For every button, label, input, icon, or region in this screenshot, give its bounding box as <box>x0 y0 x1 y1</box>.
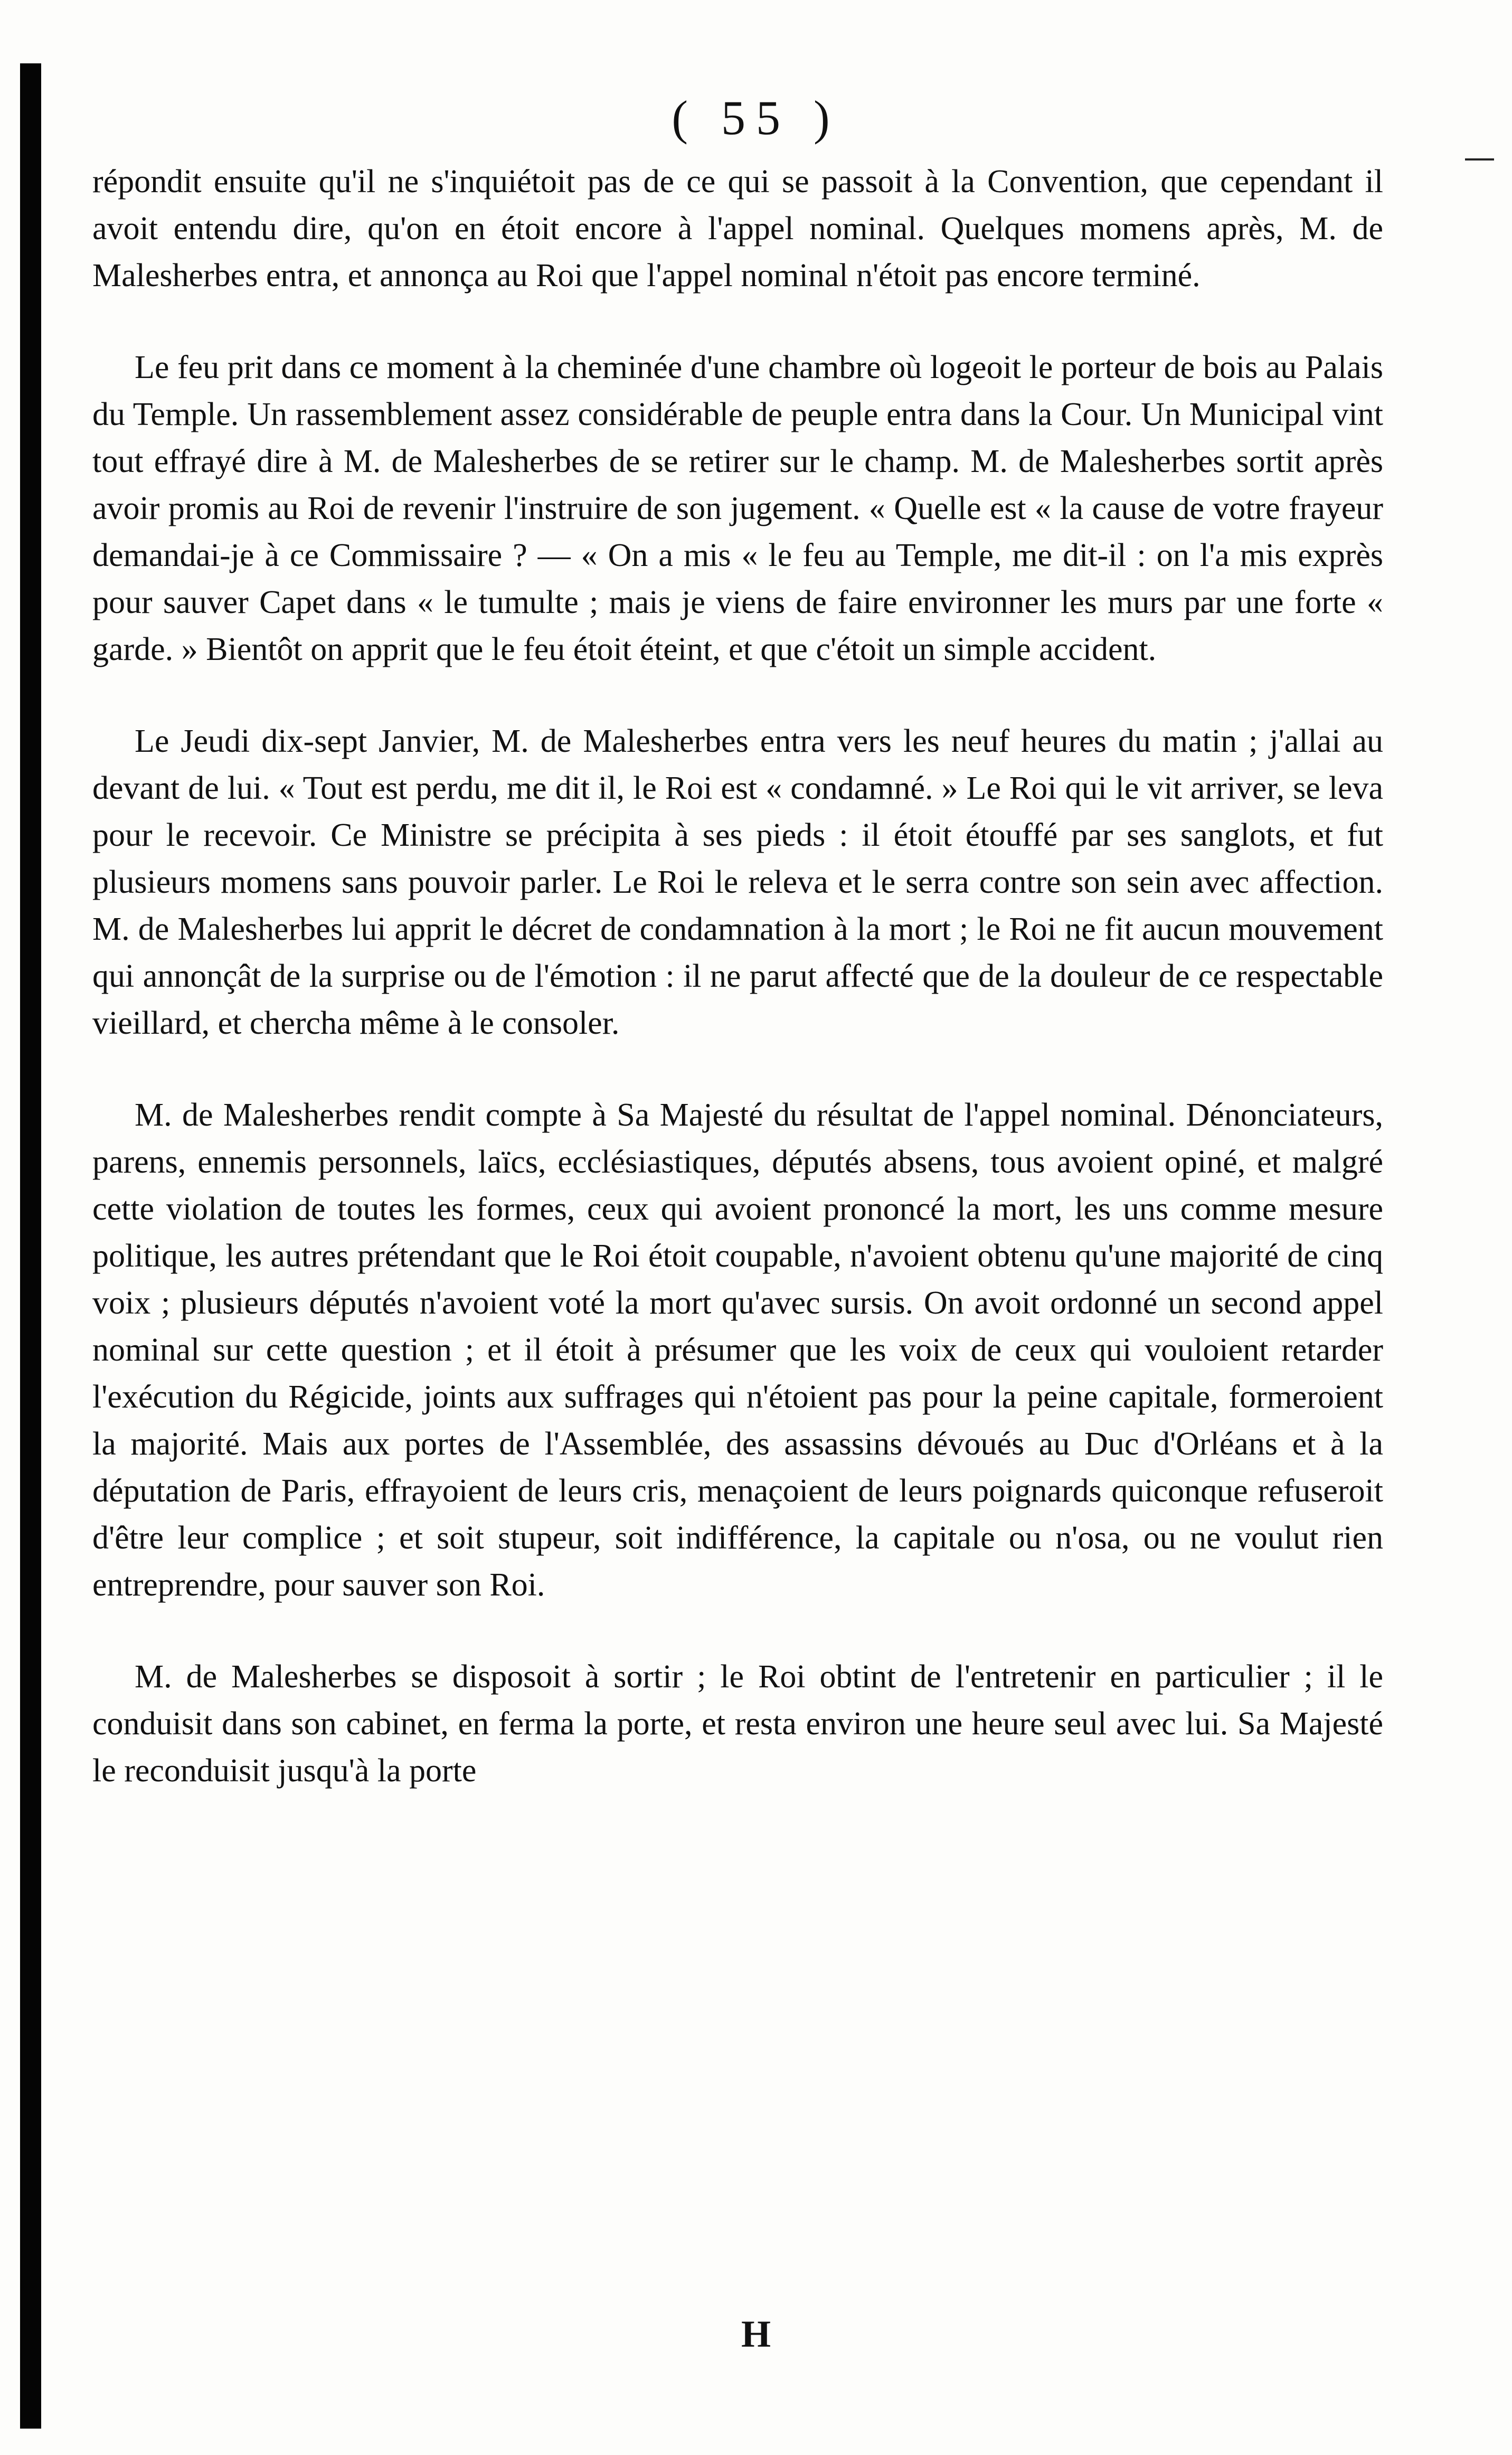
paragraph-4: M. de Malesherbes rendit compte à Sa Majesté du résultat de l'appel nominal. Dénonciateurs, parens, ennemis personnels, laïcs, ecclésiastiques, députés absens, tous avoient opiné, et malgré cette violation de toutes les formes, ceux qui avoient prononcé la mort, les uns comme mesure politique, les autres prétendant que le Roi étoit coupable, n'avoient obtenu qu'une majorité de cinq voix ; plusieurs députés n'avoient voté la mort qu'avec sursis. On avoit ordonné un second appel nominal sur cette question ; et il étoit à présumer que les voix de ceux qui vouloient retarder l'exécution du Régicide, joints aux suffrages qui n'étoient pas pour la peine capitale, formeroient la majorité. Mais aux portes de l'Assemblée, des assassins dévoués au Duc d'Orléans et à la députation de Paris, effrayoient de leurs cris, menaçoient de leurs poignards quiconque refuseroit d'être leur complice ; et soit stupeur, soit indifférence, la capitale ou n'osa, ou ne voulut rien entreprendre, pour sauver son Roi. <box>92 1097 1383 1603</box>
body-text <box>92 158 1383 1795</box>
paragraph-3: Le Jeudi dix-sept Janvier, M. de Malesherbes entra vers les neuf heures du matin ; j'allai au devant de lui. « Tout est perdu, me dit il, le Roi est « condamné. » Le Roi qui le vit arriver, se leva pour le recevoir. Ce Ministre se précipita à ses pieds : il étoit étouffé par ses sanglots, et fut plusieurs momens sans pouvoir parler. Le Roi le releva et le serra contre son sein avec affection. M. de Malesherbes lui apprit le décret de condamnation à la mort ; le Roi ne fit aucun mouvement qui annonçât de la surprise ou de l'émotion : il ne parut affecté que de la douleur de ce respectable vieillard, et chercha même à le consoler. <box>92 723 1383 1041</box>
binding-shadow <box>20 63 41 2429</box>
paragraph-5: M. de Malesherbes se disposoit à sortir ; le Roi obtint de l'entretenir en particulier ; il le conduisit dans son cabinet, en ferma la porte, et resta environ une heure seul avec lui. Sa Majesté le reconduisit jusqu'à la porte <box>92 1659 1383 1789</box>
paragraph-1: répondit ensuite qu'il ne s'inquiétoit pas de ce qui se passoit à la Convention, que cependant il avoit entendu dire, qu'on en étoit encore à l'appel nominal. Quelques momens après, M. de Malesherbes entra, et annonça au Roi que l'appel nominal n'étoit pas encore terminé. <box>92 164 1383 294</box>
signature-mark: H <box>741 2313 771 2355</box>
paragraph-2: Le feu prit dans ce moment à la cheminée d'une chambre où logeoit le porteur de bois au Palais du Temple. Un rassemblement assez considérable de peuple entra dans la Cour. Un Municipal vint tout effrayé dire à M. de Malesherbes de se retirer sur le champ. M. de Malesherbes sortit après avoir promis au Roi de revenir l'instruire de son jugement. « Quelle est « la cause de votre frayeur demandai-je à ce Commissaire ? — « On a mis « le feu au Temple, me dit-il : on l'a mis exprès pour sauver Capet dans « le tumulte ; mais je viens de faire environner les murs par une forte « garde. » Bientôt on apprit que le feu étoit éteint, et que c'étoit un simple accident. <box>92 350 1383 667</box>
page-number: ( 55 ) <box>672 91 840 145</box>
margin-mark <box>1465 158 1494 160</box>
